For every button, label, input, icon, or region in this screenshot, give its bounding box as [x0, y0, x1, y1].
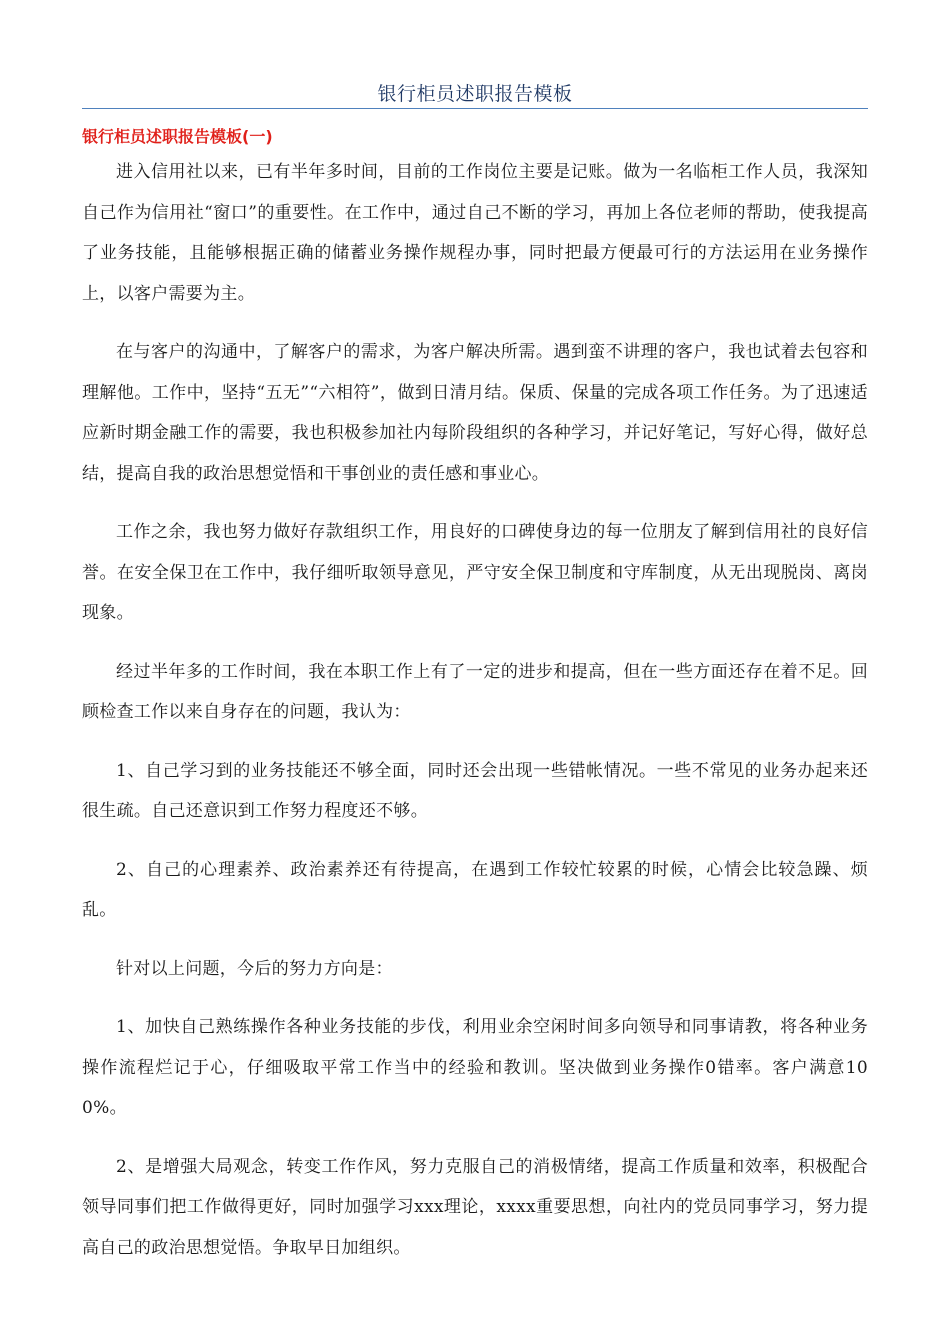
page-header	[82, 78, 868, 109]
paragraph-direction-intro: 针对以上问题，今后的努力方向是：	[116, 958, 393, 979]
paragraph-direction-1: 1、加快自己熟练操作各种业务技能的步伐，利用业余空闲时间多向领导和同事请教，将各种业务操作流程烂记于心，仔细吸取平常工作当中的经验和教训。坚决做到业务操作0错率。客户满意100%。	[82, 1017, 868, 1118]
paragraph-problem-1: 1、自己学习到的业务技能还不够全面，同时还会出现一些错帐情况。一些不常见的业务办起来还很生疏。自己还意识到工作努力程度还不够。	[82, 760, 868, 821]
body-text	[82, 152, 868, 1286]
paragraph-intro: 进入信用社以来，已有半年多时间，目前的工作岗位主要是记账。做为一名临柜工作人员，我深知自己作为信用社“窗口”的重要性。在工作中，通过自己不断的学习，再加上各位老师的帮助，使我提高了业务技能，且能够根据正确的储蓄业务操作规程办事，同时把最方便最可行的方法运用在业务操作上，以客户需要为主。	[82, 162, 868, 304]
section-heading: 银行柜员述职报告模板(一)	[82, 127, 273, 146]
paragraph-problem-2: 2、自己的心理素养、政治素养还有待提高，在遇到工作较忙较累的时候，心情会比较急躁、烦乱。	[82, 859, 868, 920]
paragraph-self-review: 经过半年多的工作时间，我在本职工作上有了一定的进步和提高，但在一些方面还存在着不足。回顾检查工作以来自身存在的问题，我认为：	[82, 661, 868, 722]
header-title: 银行柜员述职报告模板	[377, 83, 573, 105]
paragraph-direction-2: 2、是增强大局观念，转变工作作风，努力克服自己的消极情绪，提高工作质量和效率，积极配合领导同事们把工作做得更好，同时加强学习xxx理论，xxxx重要思想，向社内的党员同事学习，努力提高自己的政治思想觉悟。争取早日加组织。	[82, 1156, 868, 1258]
paragraph-customer-communication: 在与客户的沟通中，了解客户的需求，为客户解决所需。遇到蛮不讲理的客户，我也试着去包容和理解他。工作中，坚持“五无”“六相符”，做到日清月结。保质、保量的完成各项工作任务。为了迅速适应新时期金融工作的需要，我也积极参加社内每阶段组织的各种学习，并记好笔记，写好心得，做好总结，提高自我的政治思想觉悟和干事创业的责任感和事业心。	[82, 342, 868, 484]
paragraph-deposit-security: 工作之余，我也努力做好存款组织工作，用良好的口碑使身边的每一位朋友了解到信用社的良好信誉。在安全保卫在工作中，我仔细听取领导意见，严守安全保卫制度和守库制度，从无出现脱岗、离岗现象。	[82, 522, 868, 623]
